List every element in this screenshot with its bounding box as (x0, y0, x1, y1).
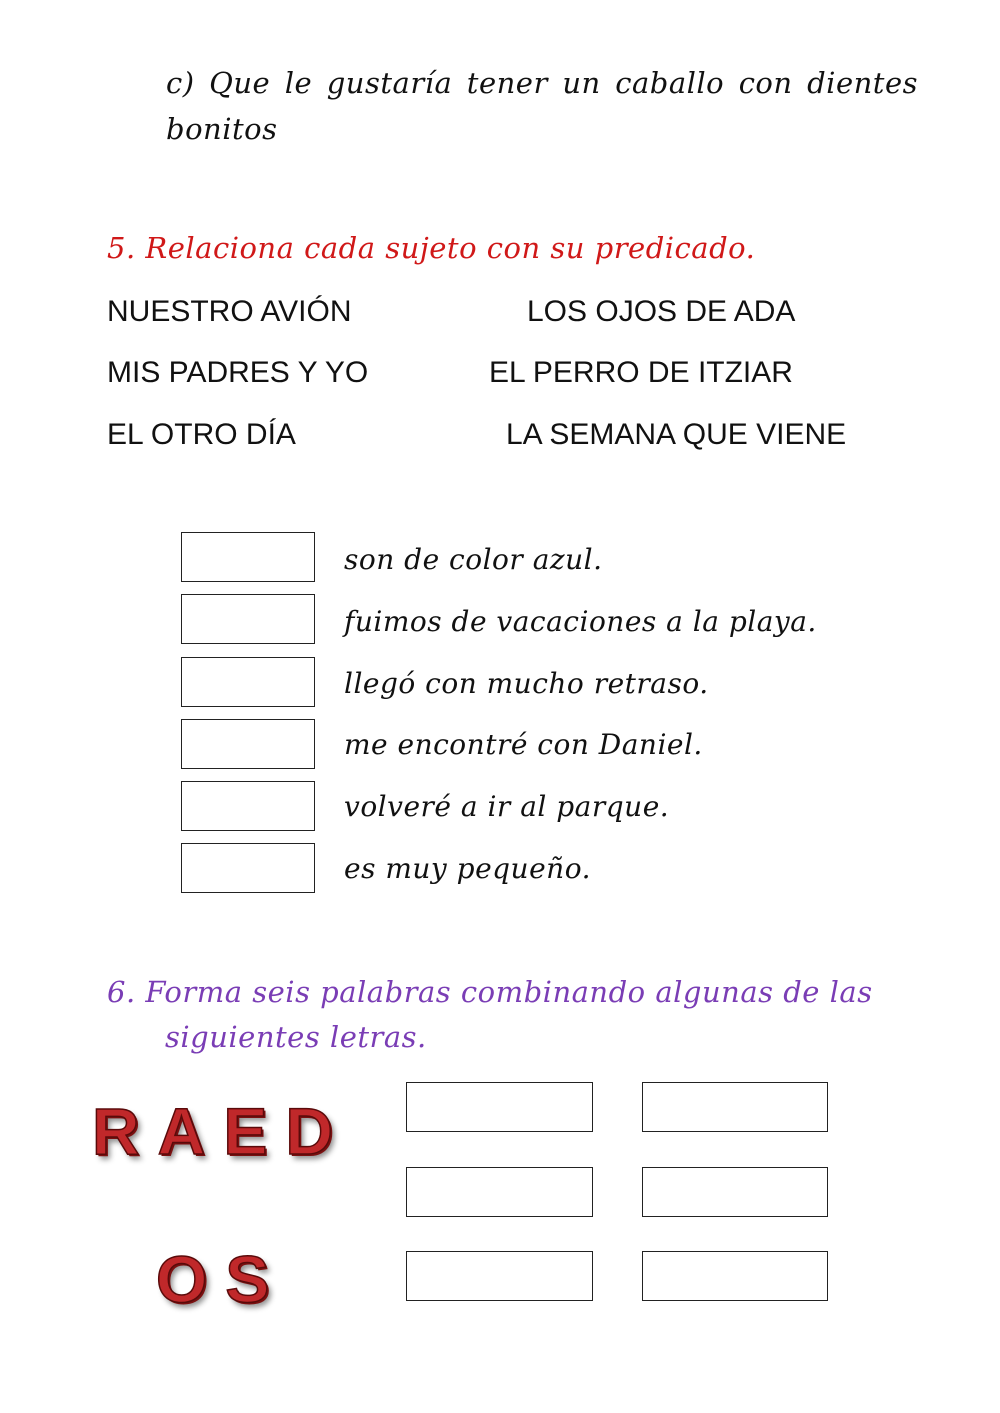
answer-item-c: c) Que le gustaría tener un caballo con dientes bonitos (166, 66, 918, 146)
exercise-6-heading-line1: 6. Forma seis palabras combinando algunas de las (107, 975, 873, 1009)
subject-answer-box-6[interactable] (181, 843, 315, 893)
subject-answer-box-2[interactable] (181, 594, 315, 644)
subject-la-semana-que-viene: LA SEMANA QUE VIENE (506, 418, 847, 451)
word-answer-box-5[interactable] (406, 1251, 593, 1301)
predicate-2: fuimos de vacaciones a la playa. (344, 605, 817, 638)
subject-los-ojos-de-ada: LOS OJOS DE ADA (527, 295, 796, 328)
subject-answer-box-1[interactable] (181, 532, 315, 582)
word-answer-box-1[interactable] (406, 1082, 593, 1132)
subject-answer-box-4[interactable] (181, 719, 315, 769)
letters-raed: RAED (92, 1094, 352, 1168)
predicate-5: volveré a ir al parque. (344, 790, 670, 823)
predicate-6: es muy pequeño. (344, 852, 591, 885)
subject-el-perro-de-itziar: EL PERRO DE ITZIAR (489, 356, 793, 389)
subject-answer-box-5[interactable] (181, 781, 315, 831)
subject-mis-padres-y-yo: MIS PADRES Y YO (107, 356, 369, 389)
predicate-3: llegó con mucho retraso. (344, 667, 709, 700)
predicate-1: son de color azul. (344, 543, 603, 576)
exercise-5-heading: 5. Relaciona cada sujeto con su predicado. (107, 231, 756, 265)
subject-answer-box-3[interactable] (181, 657, 315, 707)
word-answer-box-6[interactable] (642, 1251, 828, 1301)
word-answer-box-4[interactable] (642, 1167, 828, 1217)
exercise-6-heading (107, 970, 919, 1060)
predicate-4: me encontré con Daniel. (344, 728, 703, 761)
letters-os: OS (156, 1242, 288, 1316)
word-answer-box-2[interactable] (642, 1082, 828, 1132)
exercise-6-heading-line2: siguientes letras. (165, 1020, 427, 1054)
subject-el-otro-dia: EL OTRO DÍA (107, 418, 296, 451)
subject-nuestro-avion: NUESTRO AVIÓN (107, 295, 352, 328)
word-answer-box-3[interactable] (406, 1167, 593, 1217)
